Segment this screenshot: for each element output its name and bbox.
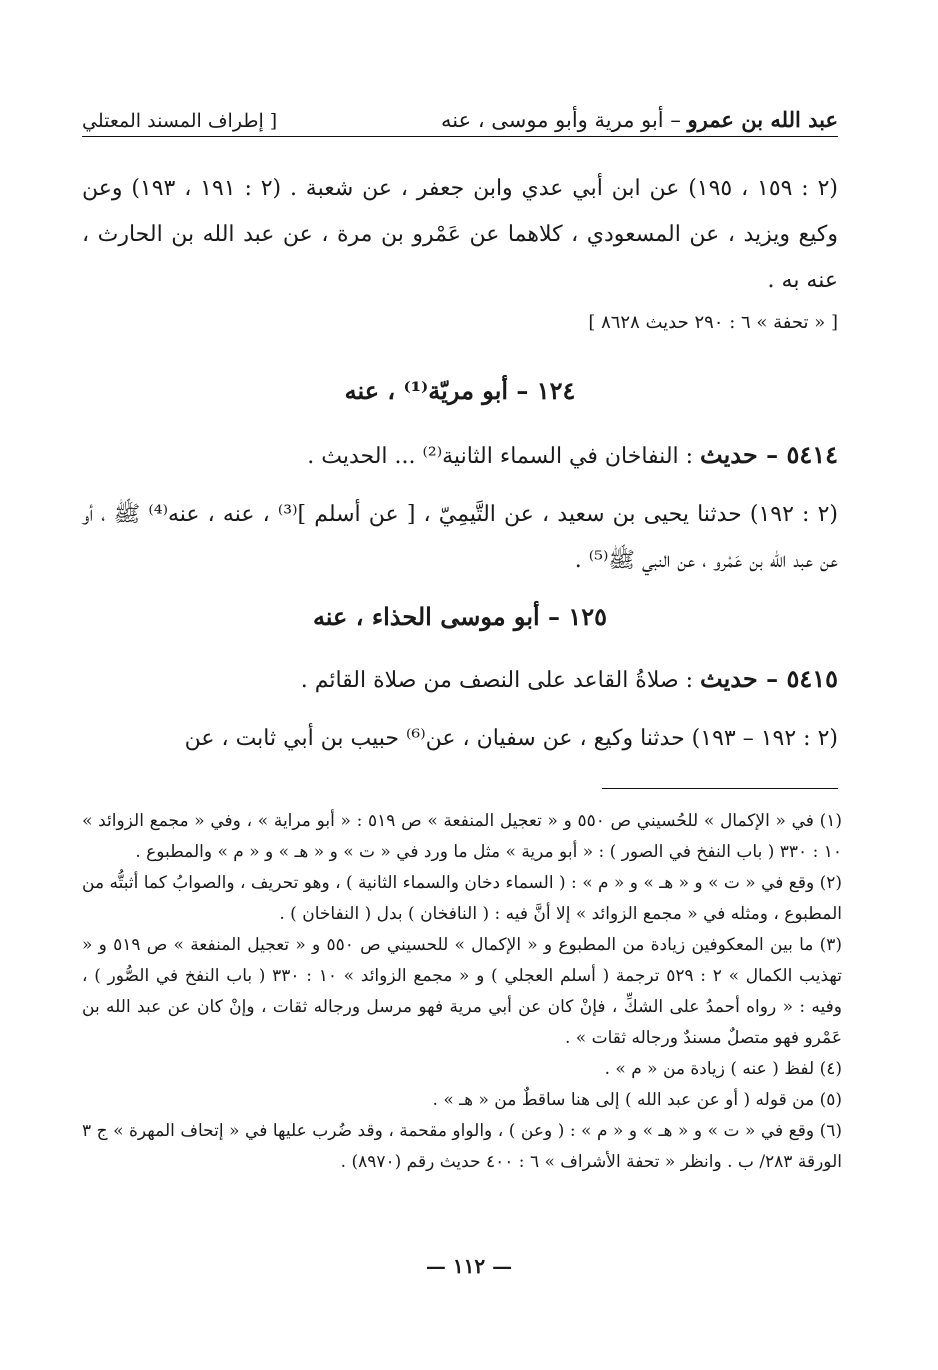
footnote-1: (١) في « الإكمال » للحُسيني ص ٥٥٠ و « تعجيل المنفعة » ص ٥١٩ : « أبو مراية » ، وفي « مجمع الزوائد » ١٠ : ٣٣٠ ( باب النفخ في الصور ) : « أبو مرية » مثل ما ورد في « ت » و « هـ » و « م » والمطبوع . xyxy=(82,811,842,862)
footnote-6: (٦) وقع في « ت » و « هـ » و « م » : ( وعن ) ، والواو مقحمة ، وقد ضُرب عليها في « إتحاف المهرة » ج ٣ الورقة ٢٨٣/ ب . وانظر « تحفة الأشراف » ٦ : ٤٠٠ حديث رقم (٨٩٧٠) . xyxy=(82,1121,842,1172)
footnote-4: (٤) لفظ ( عنه ) زيادة من « م » . xyxy=(604,1059,842,1079)
section-heading-124: ١٢٤ – أبو مريّة⁽¹⁾ ، عنه xyxy=(344,376,576,405)
paragraph-isnad-1: (٢ : ١٥٩ ، ١٩٥) عن ابن أبي عدي وابن جعفر ، عن شعبة . (٢ : ١٩١ ، ١٩٣) وعن وكيع ويزيد ، عن المسعودي ، كلاهما عن عَمْرو بن مرة ، عن عبد الله بن الحارث ، عنه به . xyxy=(82,176,838,293)
footnote-2: (٢) وقع في « ت » و « هـ » و « م » : ( السماء دخان والسماء الثانية ) ، وهو تحريف ، والصوابُ كما أثبتُّه من المطبوع ، ومثله في « مجمع الزوائد » إلا أنَّ فيه : ( النافخان ) بدل ( النفاخان ) . xyxy=(82,873,842,924)
hadith-5415-number: ٥٤١٥ – حديث xyxy=(700,664,838,693)
header-title-bold: عبد الله بن عمرو xyxy=(687,107,838,132)
hadith-5415-text: : صلاةُ القاعد على النصف من صلاة القائم . xyxy=(300,668,701,693)
hadith-5415 xyxy=(82,664,838,693)
running-header xyxy=(82,92,838,137)
hadith-5414-number: ٥٤١٤ – حديث xyxy=(700,440,838,469)
paragraph-isnad-3: (٢ : ١٩٢ – ١٩٣) حدثنا وكيع ، عن سفيان ، عن⁽⁶⁾ حبيب بن أبي ثابت ، عن xyxy=(184,726,838,751)
footnotes xyxy=(82,806,842,1178)
page-number: — ١١٢ — xyxy=(425,1254,513,1278)
hadith-5414 xyxy=(82,440,838,469)
header-title xyxy=(441,107,838,132)
footnote-divider xyxy=(602,788,838,789)
header-book-title: [ إطراف المسند المعتلي xyxy=(82,110,278,132)
paragraph-isnad-2: (٢ : ١٩٢) حدثنا يحيى بن سعيد ، عن التَّيمِيّ ، [ عن أسلم ]⁽³⁾ ، عنه ، عنه⁽⁴⁾ ﷺ ، أو عن عبد الله بن عَمْرو ، عن النبي ﷺ⁽⁵⁾ . xyxy=(82,502,838,573)
footnote-3: (٣) ما بين المعكوفين زيادة من المطبوع و « الإكمال » للحسيني ص ٥٥٠ و « تعجيل المنفعة » ص ٥١٩ و « تهذيب الكمال » ٢ : ٥٢٩ ترجمة ( أسلم العجلي ) و « مجمع الزوائد » ١٠ : ٣٣٠ ( باب النفخ في الصُّور ) ، وفيه : « رواه أحمدُ على الشكِّ ، فإنْ كان عن أبي مرية فهو مرسل ورجاله ثقات ، وإنْ كان عن عبد الله بن عَمْرو فهو متصلٌ مسندٌ ورجاله ثقات » . xyxy=(82,935,843,1048)
hadith-5414-text: : النفاخان في السماء الثانية⁽²⁾ ... الحديث . xyxy=(307,444,701,469)
footnote-5: (٥) من قوله ( أو عن عبد الله ) إلى هنا ساقطٌ من « هـ » . xyxy=(432,1090,842,1110)
tuhfa-reference: [ « تحفة » ٦ : ٢٩٠ حديث ٨٦٢٨ ] xyxy=(588,312,838,333)
section-heading-125: ١٢٥ – أبو موسى الحذاء ، عنه xyxy=(312,602,608,631)
header-title-rest: – أبو مرية وأبو موسى ، عنه xyxy=(441,108,688,132)
